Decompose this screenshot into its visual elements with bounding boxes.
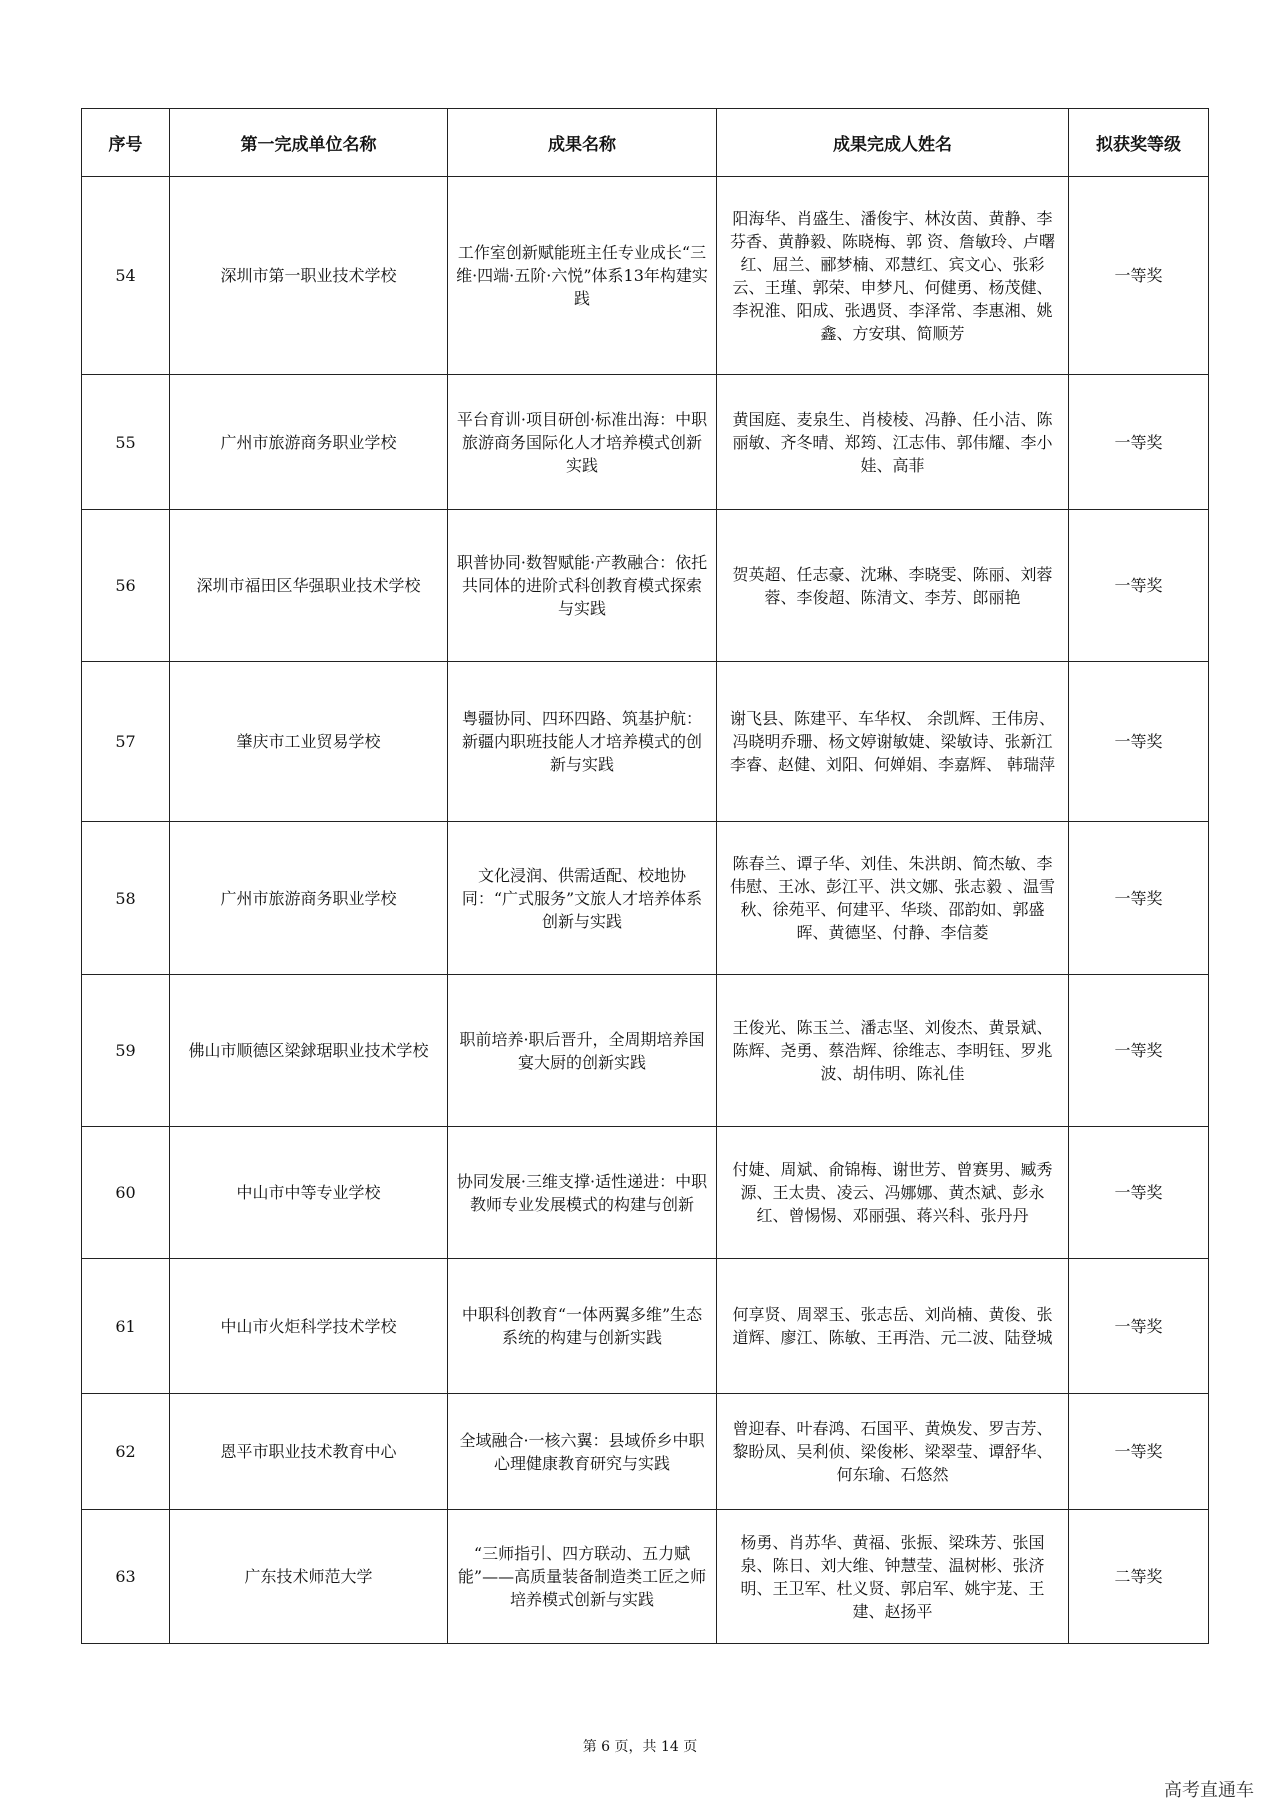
header-unit: 第一完成单位名称: [170, 109, 448, 177]
row-unit: 广州市旅游商务职业学校: [170, 822, 448, 975]
row-title: 职普协同·数智赋能·产教融合：依托共同体的进阶式科创教育模式探索与实践: [448, 510, 717, 662]
row-no: 58: [82, 822, 170, 975]
row-level: 一等奖: [1069, 510, 1209, 662]
row-title: 全域融合·一核六翼：县域侨乡中职心理健康教育研究与实践: [448, 1394, 717, 1510]
table-row: [82, 1259, 1209, 1394]
row-title: 粤疆协同、四环四路、筑基护航：新疆内职班技能人才培养模式的创新与实践: [448, 662, 717, 822]
row-title: 协同发展·三维支撑·适性递进：中职教师专业发展模式的构建与创新: [448, 1127, 717, 1259]
table-row: [82, 1394, 1209, 1510]
row-title: “三师指引、四方联动、五力赋能”——高质量装备制造类工匠之师培养模式创新与实践: [448, 1510, 717, 1644]
row-no: 61: [82, 1259, 170, 1394]
row-names: 黄国庭、麦泉生、肖棱棱、冯静、任小洁、陈丽敏、齐冬晴、郑筠、江志伟、郭伟耀、李小娃、高菲: [717, 375, 1069, 510]
watermark: 高考直通车: [1164, 1780, 1254, 1801]
row-level: 一等奖: [1069, 1259, 1209, 1394]
header-no: 序号: [82, 109, 170, 177]
header-row: [82, 109, 1209, 177]
row-level: 一等奖: [1069, 375, 1209, 510]
row-names: 何享贤、周翠玉、张志岳、刘尚楠、黄俊、张道辉、廖江、陈敏、王再浩、元二波、陆登城: [717, 1259, 1069, 1394]
row-names: 曾迎春、叶春鸿、石国平、黄焕发、罗吉芳、黎盼凤、吴利侦、梁俊彬、梁翠莹、谭舒华、何东瑜、石悠然: [717, 1394, 1069, 1510]
table-body: [82, 177, 1209, 1644]
row-level: 一等奖: [1069, 822, 1209, 975]
row-unit: 中山市中等专业学校: [170, 1127, 448, 1259]
row-title: 职前培养·职后晋升，全周期培养国宴大厨的创新实践: [448, 975, 717, 1127]
row-level: 一等奖: [1069, 1394, 1209, 1510]
award-table: [81, 108, 1209, 1644]
row-no: 63: [82, 1510, 170, 1644]
table-row: [82, 375, 1209, 510]
row-names: 阳海华、肖盛生、潘俊宇、林汝茵、黄静、李芬香、黄静毅、陈晓梅、郭 资、詹敏玲、卢曙红、屈兰、郦梦楠、邓慧红、宾文心、张彩云、王瑾、郭荣、申梦凡、何健勇、杨茂健、李祝淮、阳成、张遇贤、李泽常、李惠湘、姚鑫、方安琪、简顺芳: [717, 177, 1069, 375]
header-level: 拟获奖等级: [1069, 109, 1209, 177]
table-row: [82, 1127, 1209, 1259]
table-row: [82, 1510, 1209, 1644]
row-title: 平台育训·项目研创·标准出海：中职旅游商务国际化人才培养模式创新实践: [448, 375, 717, 510]
row-level: 一等奖: [1069, 177, 1209, 375]
row-names: 王俊光、陈玉兰、潘志坚、刘俊杰、黄景斌、陈辉、尧勇、蔡浩辉、徐维志、李明钰、罗兆波、胡伟明、陈礼佳: [717, 975, 1069, 1127]
row-title: 中职科创教育“一体两翼多维”生态系统的构建与创新实践: [448, 1259, 717, 1394]
row-unit: 佛山市顺德区梁銶琚职业技术学校: [170, 975, 448, 1127]
row-unit: 广东技术师范大学: [170, 1510, 448, 1644]
row-unit: 肇庆市工业贸易学校: [170, 662, 448, 822]
row-unit: 恩平市职业技术教育中心: [170, 1394, 448, 1510]
header-title: 成果名称: [448, 109, 717, 177]
row-names: 陈春兰、谭子华、刘佳、朱洪朗、简杰敏、李伟慰、王冰、彭江平、洪文娜、张志毅 、温雪秋、徐苑平、何建平、华琰、邵韵如、郭盛晖、黄德坚、付静、李信菱: [717, 822, 1069, 975]
row-unit: 深圳市第一职业技术学校: [170, 177, 448, 375]
row-names: 贺英超、任志豪、沈琳、李晓雯、陈丽、刘蓉蓉、李俊超、陈清文、李芳、郎丽艳: [717, 510, 1069, 662]
row-level: 一等奖: [1069, 1127, 1209, 1259]
row-level: 二等奖: [1069, 1510, 1209, 1644]
row-unit: 深圳市福田区华强职业技术学校: [170, 510, 448, 662]
table-row: [82, 975, 1209, 1127]
row-names: 谢飞县、陈建平、车华权、 余凯辉、王伟房、冯晓明乔珊、杨文婷谢敏婕、梁敏诗、张新江李睿、赵健、刘阳、何婵娟、李嘉辉、 韩瑞萍: [717, 662, 1069, 822]
row-unit: 广州市旅游商务职业学校: [170, 375, 448, 510]
row-no: 62: [82, 1394, 170, 1510]
page-number: 第 6 页，共 14 页: [582, 1739, 698, 1755]
row-no: 54: [82, 177, 170, 375]
row-title: 工作室创新赋能班主任专业成长“三维·四端·五阶·六悦”体系13年构建实践: [448, 177, 717, 375]
row-title: 文化浸润、供需适配、校地协同：“广式服务”文旅人才培养体系创新与实践: [448, 822, 717, 975]
table-row: [82, 177, 1209, 375]
row-no: 60: [82, 1127, 170, 1259]
row-no: 55: [82, 375, 170, 510]
row-unit: 中山市火炬科学技术学校: [170, 1259, 448, 1394]
table-row: [82, 662, 1209, 822]
row-names: 杨勇、肖苏华、黄福、张振、梁珠芳、张国泉、陈日、刘大维、钟慧莹、温树彬、张济明、王卫军、杜义贤、郭启军、姚宇茏、王建、赵扬平: [717, 1510, 1069, 1644]
row-no: 56: [82, 510, 170, 662]
row-no: 57: [82, 662, 170, 822]
row-names: 付婕、周斌、俞锦梅、谢世芳、曾赛男、臧秀源、王太贵、凌云、冯娜娜、黄杰斌、彭永红、曾惕惕、邓丽强、蒋兴科、张丹丹: [717, 1127, 1069, 1259]
table-row: [82, 822, 1209, 975]
row-level: 一等奖: [1069, 975, 1209, 1127]
table-header: [82, 109, 1209, 177]
row-no: 59: [82, 975, 170, 1127]
row-level: 一等奖: [1069, 662, 1209, 822]
header-names: 成果完成人姓名: [717, 109, 1069, 177]
table-row: [82, 510, 1209, 662]
